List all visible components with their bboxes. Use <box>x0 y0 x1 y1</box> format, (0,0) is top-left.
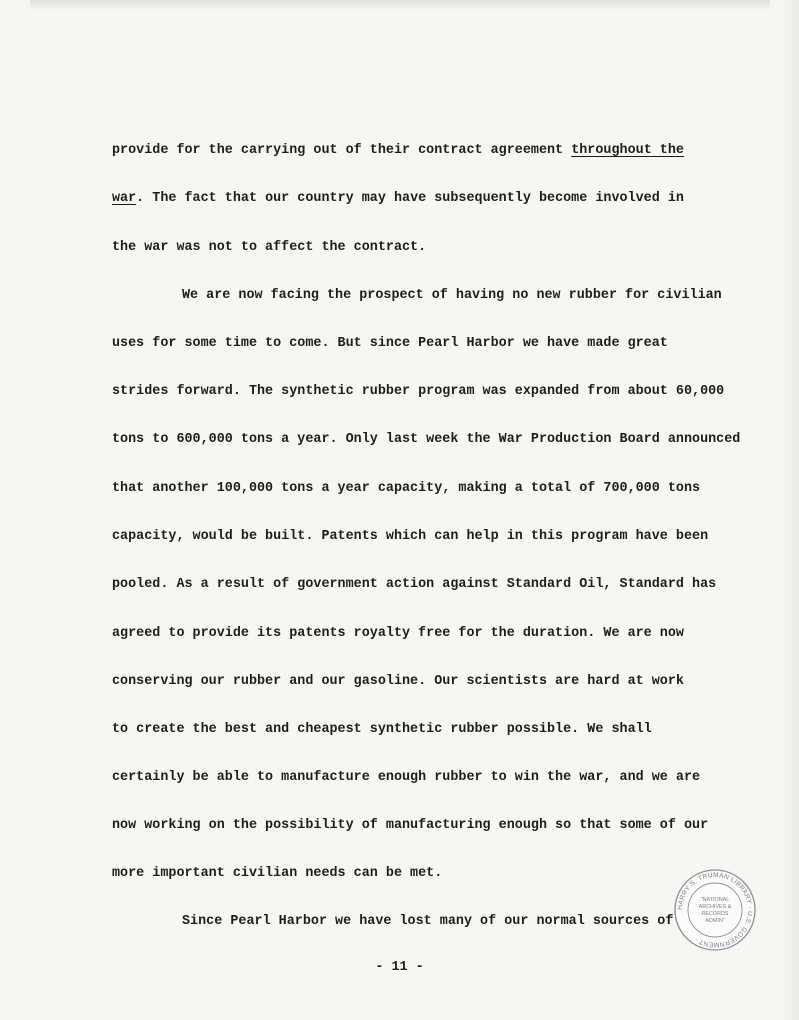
text-line-4: We are now facing the prospect of having no new rubber for civilian <box>182 288 722 303</box>
text-line-13: to create the best and cheapest synthetic rubber possible. We shall <box>112 722 652 737</box>
stamp-line-1: "NATIONAL <box>700 897 730 903</box>
top-edge-bleed <box>30 0 770 10</box>
stamp-outer-text: HARRY S. TRUMAN LIBRARY · U.S. GOVERNMENT · <box>676 871 754 949</box>
text-line-8: that another 100,000 tons a year capacity, making a total of 700,000 tons <box>112 481 701 496</box>
text-line-10: pooled. As a result of government action against Standard Oil, Standard has <box>112 577 717 592</box>
text-line-15: now working on the possibility of manufacturing enough so that some of our <box>112 818 709 833</box>
text-line-6: strides forward. The synthetic rubber program was expanded from about 60,000 <box>112 384 725 399</box>
text-line-3: the war was not to affect the contract. <box>112 240 427 255</box>
text-line-7: tons to 600,000 tons a year. Only last week the War Production Board announced <box>112 432 741 447</box>
stamp-line-4: ADMIN" <box>705 918 725 924</box>
stamp-line-3: RECORDS <box>701 911 729 917</box>
text-line-12: conserving our rubber and our gasoline. Our scientists are hard at work <box>112 674 684 689</box>
text-line-11: agreed to provide its patents royalty free for the duration. We are now <box>112 626 684 641</box>
stamp-line-2: ARCHIVES & <box>698 904 732 910</box>
archive-stamp <box>673 868 757 952</box>
text-line-2: war. The fact that our country may have subsequently become involved in <box>112 191 684 206</box>
text-line-17: Since Pearl Harbor we have lost many of our normal sources of <box>182 914 674 929</box>
text-line-16: more important civilian needs can be met. <box>112 866 443 881</box>
page-number: - 11 - <box>375 960 424 975</box>
right-edge-shadow <box>781 0 799 1020</box>
text-line-9: capacity, would be built. Patents which can help in this program have been <box>112 529 709 544</box>
text-line-5: uses for some time to come. But since Pearl Harbor we have made great <box>112 336 668 351</box>
text-line-1: provide for the carrying out of their contract agreement throughout the <box>112 143 684 158</box>
text-line-14: certainly be able to manufacture enough rubber to win the war, and we are <box>112 770 701 785</box>
